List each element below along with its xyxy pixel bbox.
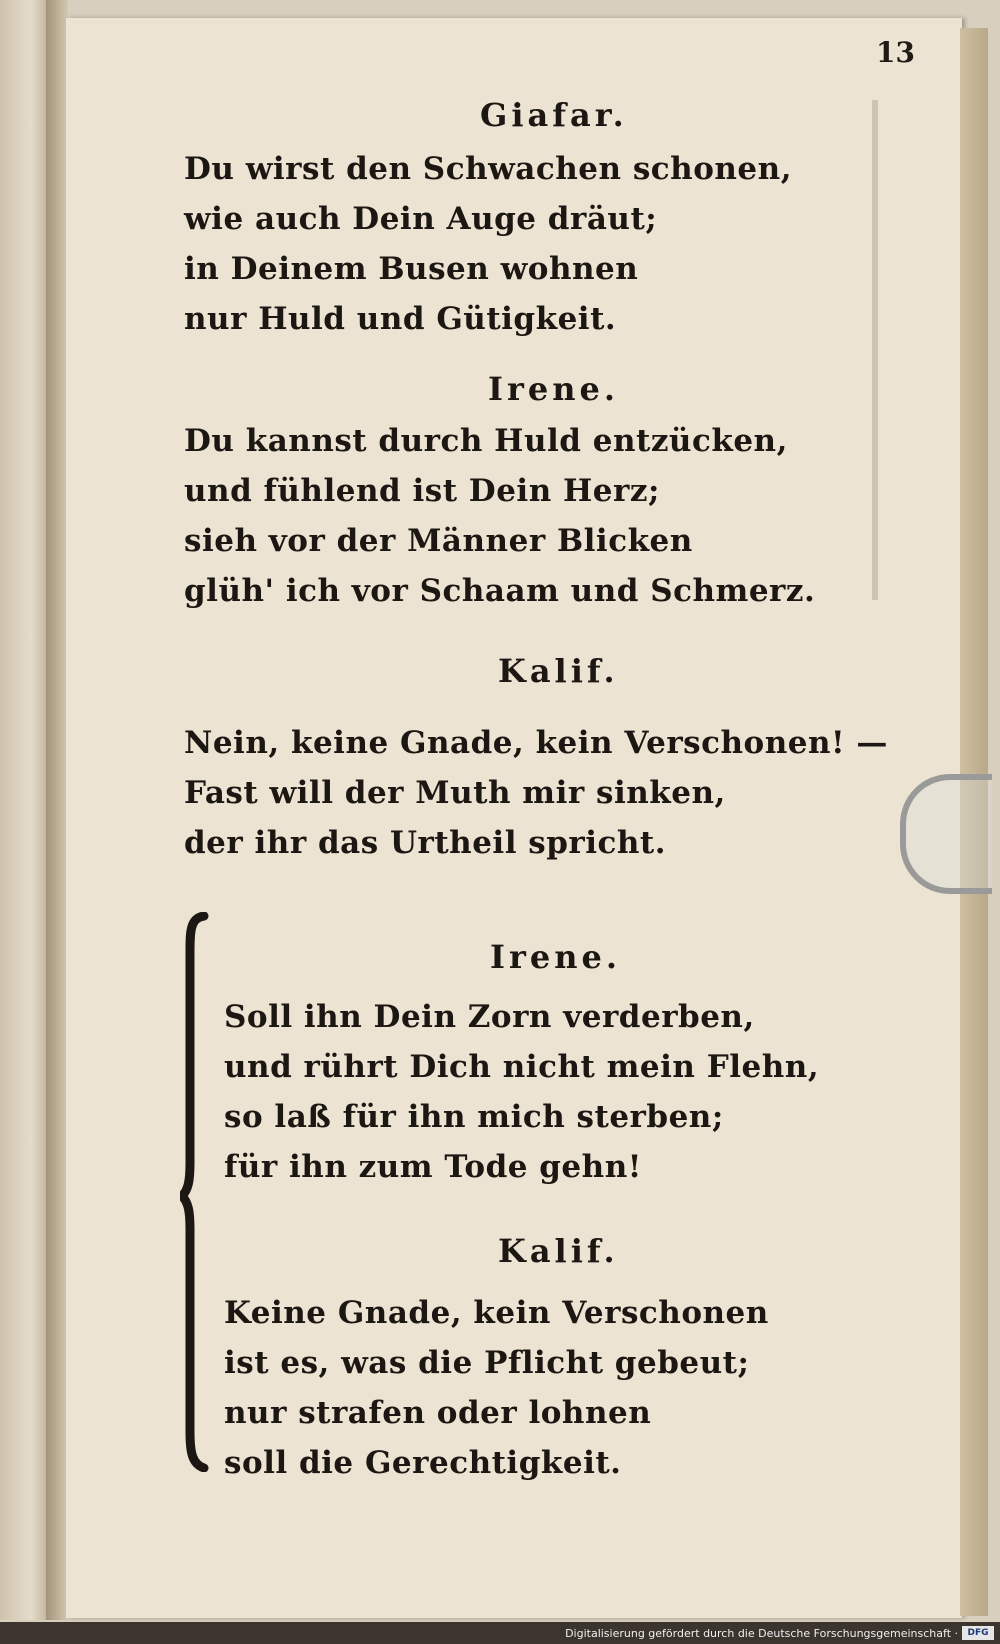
verse-line: und rührt Dich nicht mein Flehn, [224, 1049, 820, 1085]
verse-line: so laß für ihn mich sterben; [224, 1099, 724, 1135]
verse-stanza [184, 416, 815, 616]
verse-line: sieh vor der Männer Blicken [184, 523, 693, 559]
verse-line: ist es, was die Pflicht gebeut; [224, 1345, 750, 1381]
funding-credit: Digitalisierung gefördert durch die Deutsche Forschungsgemeinschaft · [565, 1627, 958, 1640]
page-number: 13 [876, 36, 915, 69]
verse-line: Soll ihn Dein Zorn verderben, [224, 999, 755, 1035]
verse-line: in Deinem Busen wohnen [184, 251, 639, 287]
verse-line: für ihn zum Tode gehn! [224, 1149, 642, 1185]
verse-stanza [224, 992, 819, 1192]
speaker-heading: Irene. [488, 370, 619, 408]
verse-line: Du wirst den Schwachen schonen, [184, 151, 792, 187]
verse-line: Nein, keine Gnade, kein Verschonen! — [184, 725, 888, 761]
dfg-logo: DFG [962, 1626, 994, 1640]
verse-stanza [224, 1288, 769, 1488]
verse-line: Fast will der Muth mir sinken, [184, 775, 726, 811]
verse-stanza [184, 718, 888, 868]
curly-brace [180, 912, 210, 1472]
verse-line: Du kannst durch Huld entzücken, [184, 423, 788, 459]
speaker-heading: Irene. [490, 938, 621, 976]
verse-stanza [184, 144, 792, 344]
bleed-through-mark [872, 100, 878, 600]
verse-line: wie auch Dein Auge dräut; [184, 201, 658, 237]
speaker-heading: Giafar. [480, 96, 628, 134]
verse-line: nur Huld und Gütigkeit. [184, 301, 617, 337]
verse-line: glüh' ich vor Schaam und Schmerz. [184, 573, 816, 609]
speaker-heading: Kalif. [498, 1232, 619, 1270]
verse-line: nur strafen oder lohnen [224, 1395, 652, 1431]
verse-line: und fühlend ist Dein Herz; [184, 473, 660, 509]
verse-line: Keine Gnade, kein Verschonen [224, 1295, 769, 1331]
page-clip [900, 774, 992, 894]
speaker-heading: Kalif. [498, 652, 619, 690]
book-gutter [46, 0, 68, 1620]
verse-line: der ihr das Urtheil spricht. [184, 825, 667, 861]
verse-line: soll die Gerechtigkeit. [224, 1445, 622, 1481]
previous-page-edge [0, 0, 52, 1620]
